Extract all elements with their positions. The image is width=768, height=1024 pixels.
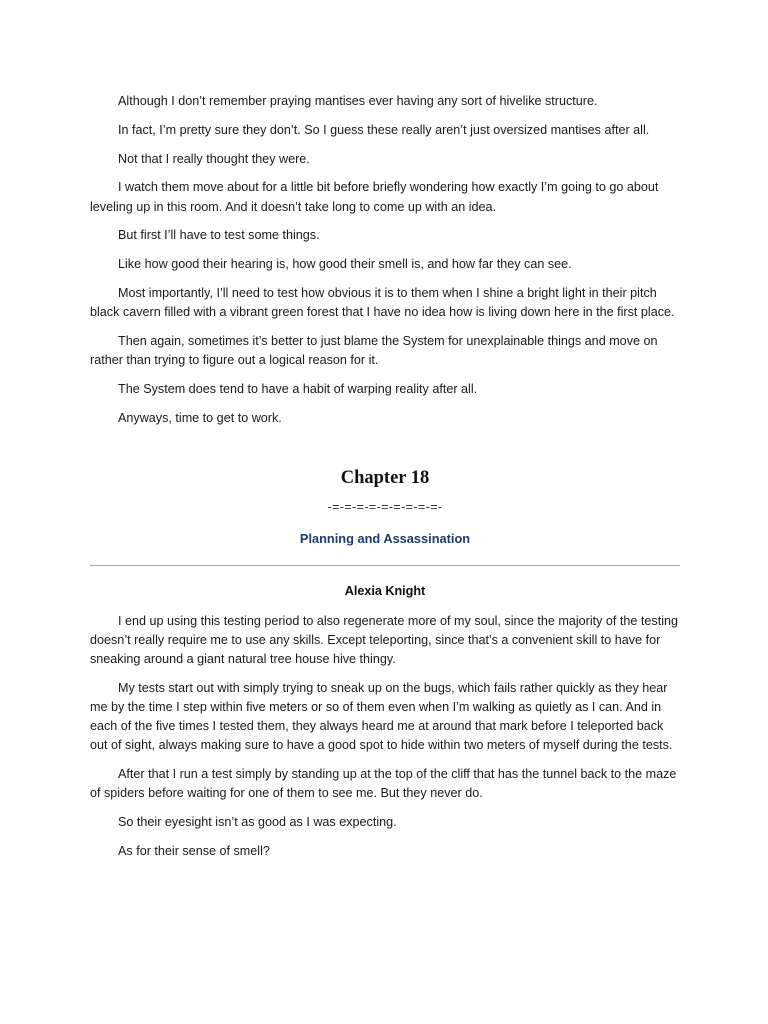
pov-character: Alexia Knight — [344, 584, 426, 599]
paragraph: Like how good their hearing is, how good their smell is, and how far they can see. — [118, 257, 572, 272]
paragraph: After that I run a test simply by standing up at the top of the cliff that has the tunnel back to the maze of spiders before waiting for one of them to see me. But they never do. — [90, 767, 677, 801]
chapter-ornament: -=-=-=-=-=-=-=-=-=- — [327, 499, 443, 514]
paragraph: Although I don’t remember praying mantises ever having any sort of hivelike structure. — [118, 94, 598, 108]
paragraph: My tests start out with simply trying to sneak up on the bugs, which fails rather quickly as they hear me by the time I step within five meters or so of them even when I’m walking as quietly as I can. And in each of the five times I tested them, they always heard me at around that mark before I teleported back out of sight, always making sure to have a good spot to hide within two meters of myself during the tests. — [90, 680, 673, 753]
paragraph: I watch them move about for a little bit before briefly wondering how exactly I’m going to go about leveling up in this room. And it doesn’t take long to come up with an idea. — [90, 180, 659, 214]
paragraph: Not that I really thought they were. — [118, 151, 310, 166]
paragraph: I end up using this testing period to also regenerate more of my soul, since the majority of the testing doesn’t really require me to use any skills. Except teleporting, since that’s a convenient skill to have for sneaking around a giant natural tree house hive thingy. — [90, 613, 679, 666]
chapter-title: Chapter 18 — [340, 467, 430, 488]
page-content — [90, 92, 680, 871]
section-divider — [90, 565, 680, 566]
paragraph: So their eyesight isn’t as good as I was expecting. — [118, 815, 397, 830]
paragraph: Anyways, time to get to work. — [118, 410, 282, 425]
paragraph: The System does tend to have a habit of warping reality after all. — [118, 381, 478, 396]
paragraph: Most importantly, I’ll need to test how obvious it is to them when I shine a bright light in their pitch black cavern filled with a vibrant green forest that I have no idea how is living down here in the first place. — [90, 285, 675, 320]
paragraph: In fact, I’m pretty sure they don’t. So I guess these really aren’t just oversized mantises after all. — [118, 122, 650, 137]
paragraph: But first I’ll have to test some things. — [118, 228, 320, 243]
paragraph: As for their sense of smell? — [118, 844, 270, 858]
chapter-subtitle: Planning and Assassination — [299, 531, 471, 547]
chapter-heading — [90, 466, 680, 602]
paragraph: Then again, sometimes it’s better to just blame the System for unexplainable things and move on rather than trying to figure out a logical reason for it. — [90, 333, 658, 368]
